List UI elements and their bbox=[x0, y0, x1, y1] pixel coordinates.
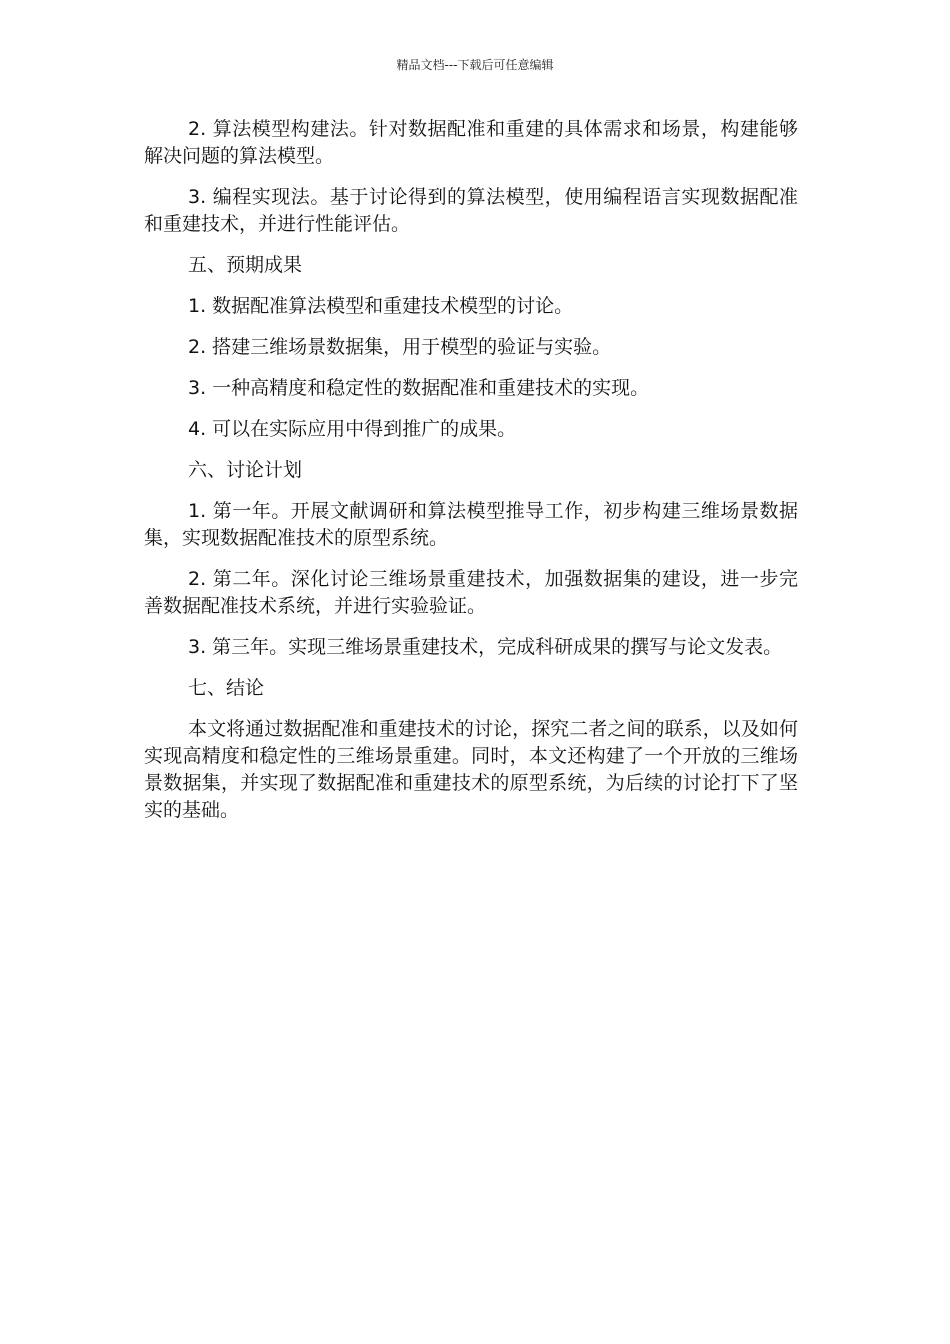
section-heading-results: 五、预期成果 bbox=[188, 254, 303, 276]
conclusion-paragraph: 本文将通过数据配准和重建技术的讨论，探究二者之间的联系，以及如何实现高精度和稳定性的三维场景重建。同时，本文还构建了一个开放的三维场景数据集，并实现了数据配准和重建技术的原型系统，为后续的讨论打下了坚实的基础。 bbox=[144, 718, 798, 821]
section-heading-conclusion: 七、结论 bbox=[188, 677, 265, 699]
method-item: 3. 编程实现法。基于讨论得到的算法模型，使用编程语言实现数据配准和重建技术，并进行性能评估。 bbox=[144, 186, 798, 235]
plan-item: 2. 第二年。深化讨论三维场景重建技术，加强数据集的建设，进一步完善数据配准技术系统，并进行实验验证。 bbox=[144, 568, 798, 617]
result-item: 2. 搭建三维场景数据集，用于模型的验证与实验。 bbox=[188, 336, 612, 358]
method-item: 2. 算法模型构建法。针对数据配准和重建的具体需求和场景，构建能够解决问题的算法模型。 bbox=[144, 118, 798, 167]
result-item: 1. 数据配准算法模型和重建技术模型的讨论。 bbox=[188, 295, 574, 317]
result-item: 3. 一种高精度和稳定性的数据配准和重建技术的实现。 bbox=[188, 377, 650, 399]
document-body bbox=[144, 116, 798, 824]
plan-item: 3. 第三年。实现三维场景重建技术，完成科研成果的撰写与论文发表。 bbox=[188, 636, 783, 658]
plan-item: 1. 第一年。开展文献调研和算法模型推导工作，初步构建三维场景数据集，实现数据配准技术的原型系统。 bbox=[144, 500, 798, 549]
section-heading-plan: 六、讨论计划 bbox=[188, 459, 303, 481]
result-item: 4. 可以在实际应用中得到推广的成果。 bbox=[188, 418, 517, 440]
page-header: 精品文档---下载后可任意编辑 bbox=[396, 58, 554, 72]
